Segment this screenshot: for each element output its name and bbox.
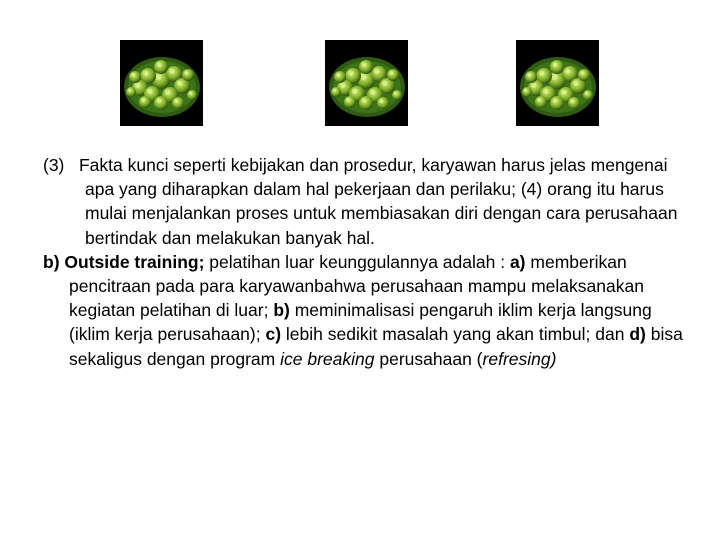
item-label-a: a) bbox=[509, 251, 526, 272]
romanesco-broccoli-image-2 bbox=[325, 40, 408, 126]
closing-text: perusahaan ( bbox=[379, 348, 483, 369]
romanesco-broccoli-icon bbox=[325, 40, 408, 126]
item-text-b: meminimalisasi pengaruh iklim kerja langsung (iklim kerja perusahaan); bbox=[69, 300, 652, 345]
paragraph-outside-training bbox=[43, 250, 683, 371]
italic-term-refresing: refresing) bbox=[482, 348, 557, 369]
item-label-c: c) bbox=[265, 324, 282, 345]
image-row bbox=[0, 0, 720, 130]
romanesco-broccoli-image-3 bbox=[516, 40, 599, 126]
list-marker: b) bbox=[43, 251, 60, 272]
romanesco-broccoli-icon bbox=[516, 40, 599, 126]
item-label-d: d) bbox=[629, 324, 646, 345]
paragraph-item-3 bbox=[43, 153, 683, 250]
paragraph-text: Fakta kunci seperti kebijakan dan prosedur, karyawan harus jelas mengenai apa yang diharapkan dalam hal pekerjaan dan perilaku; (4) orang itu harus mulai menjalankan proses untuk membiasakan diri dengan cara perusahaan bertindak dan melakukan banyak hal. bbox=[78, 155, 678, 248]
item-text-d: bisa sekaligus dengan program bbox=[69, 324, 683, 369]
body-text bbox=[43, 153, 683, 371]
italic-term: ice breaking bbox=[280, 348, 375, 369]
item-text-c: lebih sedikit masalah yang akan timbul; dan bbox=[285, 324, 625, 345]
romanesco-broccoli-image-1 bbox=[120, 40, 203, 126]
item-text-a: memberikan pencitraan pada para karyawanbahwa perusahaan mampu melaksanakan kegiatan pelatihan di luar; bbox=[69, 251, 644, 321]
section-heading: Outside training; bbox=[64, 251, 205, 272]
item-label-b: b) bbox=[273, 300, 290, 321]
list-marker: (3) bbox=[43, 155, 65, 175]
intro-text: pelatihan luar keunggulannya adalah : bbox=[209, 251, 506, 272]
romanesco-broccoli-icon bbox=[120, 40, 203, 126]
